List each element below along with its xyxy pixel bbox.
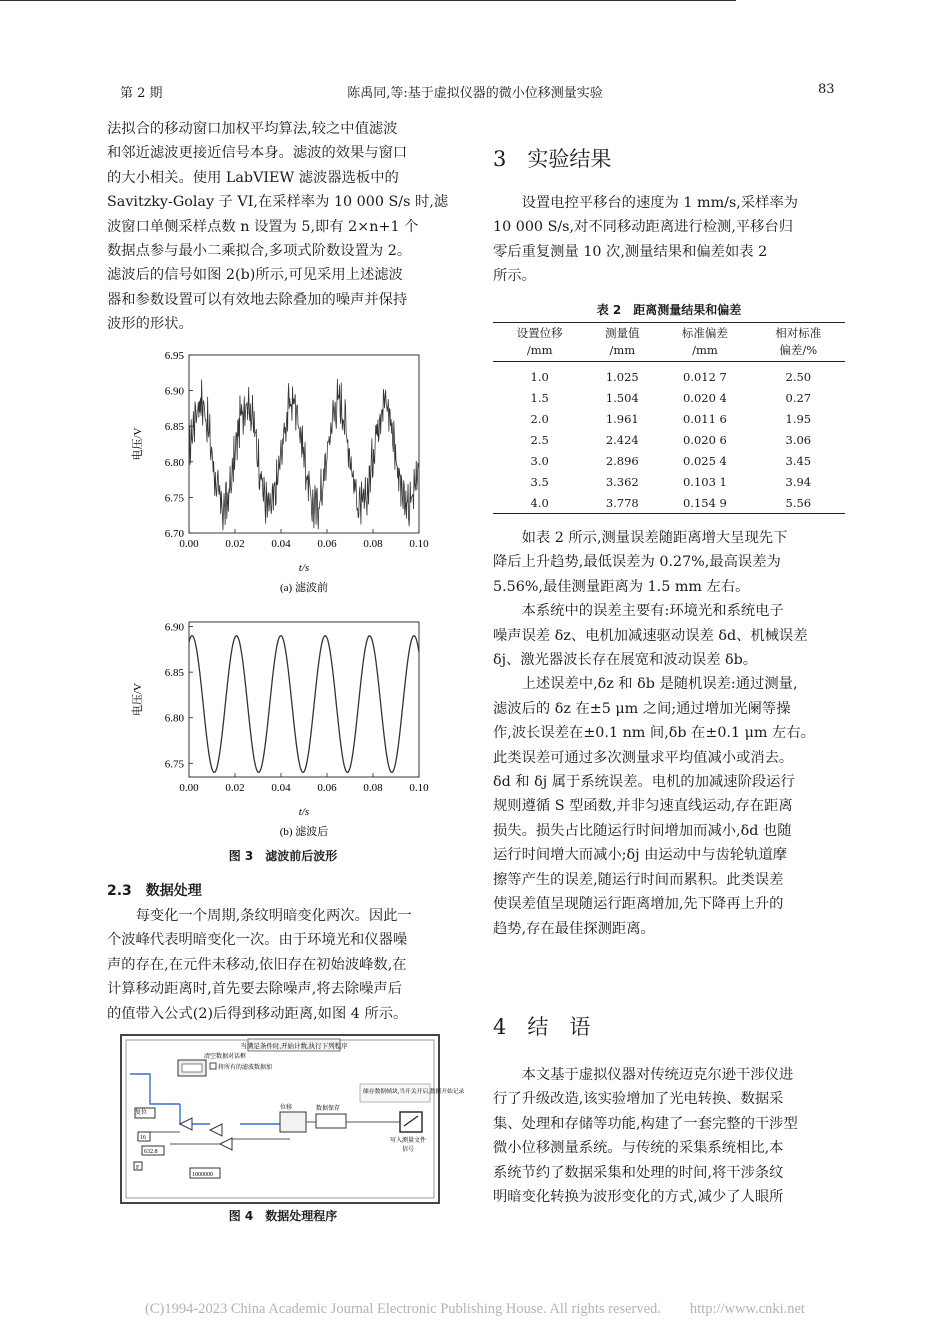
table-cell: 3.362 [605,474,639,489]
x-axis-label: t/s [298,806,310,818]
table-cell: 2.424 [605,432,639,447]
text-line: 器和参数设置可以有效地去除叠加的噪声并保持 [107,291,408,308]
table-cell: 0.27 [785,390,812,405]
text-line: 作,波长误差在±0.1 nm 间,δb 在±0.1 μm 左右。 [493,725,815,742]
table-header-cell [658,323,751,362]
table-2-caption: 表 2 距离测量结果和偏差 [596,303,742,317]
journal-issue: 第 2 期 [120,86,163,101]
section-4-paragraph [493,1063,845,1209]
text-line: 数据点参与最小二乘拟合,多项式阶数设置为 2。 [107,243,412,260]
clear-label: 清空数据对话框 [204,1054,247,1060]
section-2-3-title: 2.3 数据处理 [107,883,202,899]
table-cell: 1.961 [605,411,639,426]
table-header-text: 标准偏差 [681,326,728,340]
table-cell: 2.50 [785,369,812,384]
signal-line [189,379,419,530]
text-line: 滤波后的 δz 在±5 μm 之间;通过增加光阑等操 [493,700,791,717]
x-tick-label: 0.10 [409,538,429,550]
table-header-row [493,323,845,362]
text-line: 本文基于虚拟仪器对传统迈克尔逊干涉仪进 [521,1067,794,1083]
table-cell: 0.020 6 [682,432,727,447]
text-line: 损失。损失占比随运行时间增加而减小,δd 也随 [493,822,792,839]
figure-3b-chart [107,612,459,842]
text-line: 5.56%,最佳测量距离为 1.5 mm 左右。 [493,578,750,595]
copyright-footer: (C)1994-2023 China Academic Journal Electronic Publishing House. All rights reserved. http://www.cnki.net [145,1301,805,1317]
x-tick-label: 0.00 [179,782,199,794]
results-discussion-paragraph [493,526,845,941]
note-label: 储存数据帧块,当开关开启,数据开始记录 [363,1089,465,1095]
section-4-title: 4 结 语 [493,1015,591,1039]
text-line: 所示。 [493,268,536,285]
text-line: 声的存在,在元件未移动,依旧存在初始波峰数,在 [107,956,407,973]
text-line: δj、激光器波长存在展宽和波动误差 δb。 [493,652,758,669]
table-header-text: 测量值 [605,326,640,340]
y-tick-label: 6.80 [164,456,184,469]
x-tick-label: 0.04 [271,538,291,550]
table-row [493,408,845,429]
y-tick-label: 6.75 [164,758,184,771]
running-title: 陈禹同,等:基于虚拟仪器的微小位移测量实验 [347,86,603,101]
text-line: 每变化一个周期,条纹明暗变化两次。因此一 [135,908,412,924]
table-cell: 0.154 9 [658,492,751,514]
filter-node [210,1063,216,1069]
header-rule [0,0,736,1]
text-line: 波形的形状。 [107,316,193,333]
table-cell: 1.504 [605,390,639,405]
filter-label: 将所有的滤波数据加 [218,1065,273,1071]
clear-node-icon [182,1064,202,1072]
table-header-text: /mm [692,343,718,357]
table-header-text: 设置位移 [516,326,563,340]
save-toggle [316,1114,346,1128]
text-line: 的值带入公式(2)后得到移动距离,如图 4 所示。 [107,1005,408,1022]
x-tick-label: 0.10 [409,782,429,794]
table-row [493,450,845,471]
text-line: 和邻近滤波更接近信号本身。滤波的效果与窗口 [107,145,408,162]
figure-4-diagram [120,1034,465,1204]
disp-label: 位移 [280,1105,293,1111]
text-line: 如表 2 所示,测量误差随距离增大呈现先下 [521,530,788,546]
table-header-text: /mm [526,343,553,357]
table-cell: 2.5 [530,432,549,447]
y-tick-label: 6.75 [164,492,184,505]
text-line: 本系统中的误差主要有:环境光和系统电子 [521,603,784,620]
figure-3a-chart [107,345,459,610]
table-header-cell [586,323,658,362]
table-row [493,387,845,408]
text-line: 零后重复测量 10 次,测量结果和偏差如表 2 [493,243,768,260]
table-cell: 3.778 [586,492,658,514]
text-line: 法拟合的移动窗口加权平均算法,较之中值滤波 [107,121,398,137]
x-tick-label: 0.00 [179,538,199,550]
text-line: 波窗口单侧采样点数 n 设置为 5,即有 2×n+1 个 [107,218,419,235]
table-cell: 1.025 [605,369,639,384]
x-tick-label: 0.04 [271,782,291,794]
text-line: 趋势,存在最佳探测距离。 [493,920,655,937]
panel-caption: (b) 滤波后 [279,826,329,838]
text-line: 擦等产生的误差,随运行时间而累积。此类误差 [493,871,784,888]
text-line: 集、处理和存储等功能,构建了一套完整的干涉型 [493,1115,798,1132]
table-cell: 0.012 7 [682,369,727,384]
table-header-cell [752,323,845,362]
text-line: 滤波后的信号如图 2(b)所示,可见采用上述滤波 [107,267,403,284]
table-cell: 0.011 6 [682,411,727,426]
table-cell: 2.0 [530,411,549,426]
y-tick-label: 6.85 [164,667,184,680]
text-line: 10 000 S/s,对不同移动距离进行检测,平移台归 [493,219,794,236]
x-tick-label: 0.06 [317,782,337,794]
table-cell: 3.06 [785,432,812,447]
write-file-node [400,1112,422,1132]
table-cell: 1.95 [785,411,812,426]
table-cell: 3.45 [785,453,812,468]
text-line: δd 和 δj 属于系统误差。电机的加减速阶段运行 [493,774,795,791]
write-label: 写入测量文件 [390,1138,427,1144]
text-line: 明暗变化转换为波形变化的方式,减少了人眼所 [493,1189,784,1206]
x-axis-label: t/s [298,562,310,574]
text-line: 计算移动距离时,首先要去除噪声,将去除噪声后 [107,981,403,998]
text-line: 个波峰代表明暗变化一次。由于环境光和仪器噪 [107,932,408,949]
figure-3-caption: 图 3 滤波前后波形 [228,849,338,863]
val-label: 632.8 [144,1149,158,1155]
table-header-text: 相对标准 [775,326,822,340]
text-line: 运行时间增大而减小;δj 由运动中与齿轮轨道摩 [493,847,788,864]
x-tick-label: 0.02 [225,538,245,550]
text-line: 噪声误差 δz、电机加减速驱动误差 δd、机械误差 [493,627,808,644]
save-label: 数据保存 [316,1106,341,1112]
table-cell: 3.5 [530,474,549,489]
section-3-paragraph [493,191,845,289]
text-line: 此类误差可通过多次测量求平均值减小或消去。 [493,749,794,766]
table-row [493,492,845,514]
banner-label: 当满足条件时,开始计数,执行下列程序 [240,1043,348,1050]
y-tick-label: 6.90 [164,385,184,398]
signal-label: 信号 [402,1147,415,1153]
table-header-text: /mm [609,343,636,357]
y-tick-label: 6.90 [164,621,184,634]
text-line: Savitzky-Golay 子 VI,在采样率为 10 000 S/s 时,滤 [107,194,449,211]
table-row [493,429,845,450]
table-cell: 0.103 1 [682,474,727,489]
y-axis-label: 电压/V [132,427,144,461]
text-line: 设置电控平移台的速度为 1 mm/s,采样率为 [521,195,799,211]
signal-line [189,636,419,773]
table-cell: 2.896 [605,453,639,468]
n16-label: 16 [140,1135,146,1141]
disp-indicator [280,1112,306,1132]
table-2 [493,322,845,514]
text-line: 上述误差中,δz 和 δb 是随机误差:通过测量, [521,676,798,693]
table-cell: 0.025 4 [682,453,727,468]
table-cell: 0.020 4 [682,390,727,405]
table-row [493,362,845,388]
text-line: 微小位移测量系统。与传统的采集系统相比,本 [493,1140,784,1157]
table-cell: 5.56 [752,492,845,514]
section-2-3-paragraph [107,904,459,1026]
table-header-cell [493,323,586,362]
bool-label: F [136,1165,140,1171]
y-tick-label: 6.95 [164,350,184,362]
left-top-paragraph [107,117,459,337]
text-line: 使误差值呈现随运行距离增加,先下降再上升的 [493,896,784,913]
plot-frame [189,622,419,777]
x-tick-label: 0.08 [363,782,383,794]
text-line: 系统节约了数据采集和处理的时间,将干涉条纹 [493,1164,784,1181]
table-cell: 1.5 [530,390,549,405]
table-cell: 1.0 [530,369,549,384]
y-axis-label: 电压/V [132,683,144,716]
text-line: 降后上升趋势,最低误差为 0.27%,最高误差为 [493,554,781,571]
table-row [493,471,845,492]
table-header-text: 偏差/% [779,343,818,357]
panel-caption: (a) 滤波前 [280,582,328,594]
text-line: 规则遵循 S 型函数,并非匀速直线运动,存在距离 [493,798,793,815]
table-cell: 4.0 [493,492,586,514]
y-tick-label: 6.80 [164,712,184,725]
y-tick-label: 6.70 [164,528,184,540]
x-tick-label: 0.06 [317,538,337,550]
x-tick-label: 0.08 [363,538,383,550]
y-tick-label: 6.85 [164,421,184,434]
text-line: 的大小相关。使用 LabVIEW 滤波器选板中的 [107,169,399,186]
figure-4-caption: 图 4 数据处理程序 [228,1209,338,1223]
page-number: 83 [818,82,835,97]
table-cell: 3.94 [785,474,812,489]
section-3-title: 3 实验结果 [493,147,612,171]
table-cell: 3.0 [530,453,549,468]
reset-label: 复位 [135,1110,148,1116]
text-line: 行了升级改造,该实验增加了光电转换、数据采 [493,1091,784,1108]
val2-label: 1000000 [192,1172,213,1178]
x-tick-label: 0.02 [225,782,245,794]
